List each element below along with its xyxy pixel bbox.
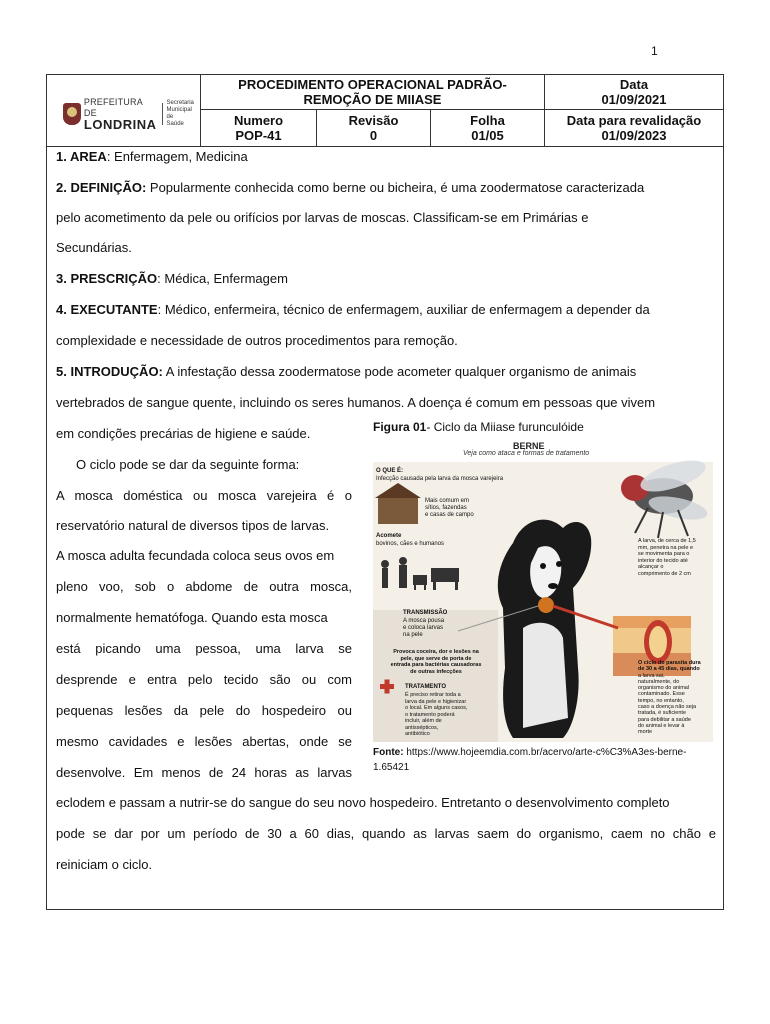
column-line: pequenas lesões da pele do hospedeiro ou: [56, 703, 352, 718]
doc-title-line2: REMOÇÃO DE MIIASE: [303, 92, 442, 107]
figure-caption-label: Figura 01: [373, 420, 427, 434]
comum-line: sítios, fazendas: [425, 505, 467, 511]
ciclo-line: de 30 a 45 dias, quando: [638, 666, 700, 673]
executante-line2: complexidade e necessidade de outros procedimentos para remoção.: [56, 333, 458, 348]
definicao-line3: Secundárias.: [56, 240, 132, 255]
page-number: 1: [651, 44, 658, 58]
column-line: desenvolve. Em menos de 24 horas as larvas: [56, 765, 352, 780]
column-line: A mosca doméstica ou mosca varejeira é o: [56, 488, 352, 503]
comum-line: Mais comum em: [425, 498, 470, 504]
ciclo-line: morte: [638, 729, 653, 736]
provoca-line: entrada para bactérias causadoras: [390, 662, 482, 668]
column-line: pleno voo, sob o abdome de outra mosca,: [56, 579, 352, 594]
prefeitura-logo: [63, 97, 200, 130]
figure-caption-text: - Ciclo da Miiase furunculóide: [426, 420, 584, 434]
ciclo-line: para debilitar a saúde: [638, 716, 691, 723]
logo-secretaria-line: Saúde: [166, 120, 184, 127]
logo-secretaria-line: Municipal de: [166, 106, 192, 120]
folha-cell: [431, 110, 545, 147]
tratamento-line: antissépticos,: [405, 724, 439, 731]
ciclo-line: naturalmente, do: [638, 678, 680, 685]
transmissao-line: e coloca larvas: [403, 625, 444, 631]
section-definicao: [56, 180, 644, 195]
column-line: está picando uma pessoa, uma larva se: [56, 641, 352, 656]
larva-line: A larva, de cerca de 1,5: [638, 538, 696, 544]
introducao-line2: vertebrados de sangue quente, incluindo os seres humanos. A doença é comum em pessoas que vivem: [56, 395, 656, 410]
section-label: 2. DEFINIÇÃO:: [56, 180, 147, 195]
revalidacao-value: 01/09/2023: [601, 128, 667, 143]
ciclo-line: contaminado. Esse: [638, 691, 685, 698]
crest-icon: [63, 103, 81, 125]
larva-line: mm, penetra na pele e: [638, 544, 694, 551]
tratamento-line: o tratamento poderá: [405, 711, 455, 718]
body-line: pode se dar por um período de 30 a 60 dias, quando as larvas saem do organismo, caem no chão e: [56, 826, 716, 841]
column-line: normalmente hematófoga. Quando esta mosca: [56, 610, 328, 625]
transmissao-label: TRANSMISSÃO: [403, 610, 448, 616]
section-label: 4. EXECUTANTE: [56, 302, 158, 317]
doc-title-line1: PROCEDIMENTO OPERACIONAL PADRÃO-: [238, 77, 507, 92]
data-label: Data: [619, 77, 649, 92]
title-cell: [201, 75, 545, 110]
body-line: eclodem e passam a nutrir-se do sangue do seu novo hospedeiro. Entretanto o desenvolvimento completo: [56, 795, 670, 810]
transmissao-line: A mosca pousa: [403, 618, 445, 624]
folha-label: Folha: [470, 113, 505, 128]
ciclo-line: a larva sai,: [638, 672, 665, 679]
ciclo-line: caso a doença não seja: [638, 704, 697, 711]
section-label: 3. PRESCRIÇÃO: [56, 271, 158, 286]
tratamento-line: larva da pele e higienizar: [405, 698, 467, 705]
acomete-text: bovinos, cães e humanos: [376, 541, 445, 547]
figure-source-label: Fonte:: [373, 747, 404, 758]
tratamento-line: incluir, além de: [405, 718, 442, 724]
ciclo-line: tratada, é suficiente: [638, 710, 687, 717]
tratamento-label: TRATAMENTO: [405, 684, 446, 690]
column-line: A mosca adulta fecundada coloca seus ovos em: [56, 548, 335, 563]
logo-secretaria-line: Secretaria: [166, 99, 194, 106]
ciclo-text: [638, 660, 701, 736]
tratamento-line: o local. Em alguns casos,: [405, 705, 468, 711]
revisao-cell: [317, 110, 431, 147]
provoca-line: pele, que serve de porta de: [400, 655, 472, 662]
section-prescricao: [56, 271, 288, 286]
larva-line: alcançar o: [638, 564, 664, 570]
section-introducao: [56, 364, 636, 379]
revisao-label: Revisão: [348, 113, 399, 128]
acomete-label: Acomete: [376, 533, 402, 539]
numero-label: Numero: [233, 113, 284, 128]
ciclo-line: tempo, no entanto,: [638, 697, 684, 704]
tratamento-line: É preciso retirar toda a: [405, 692, 461, 698]
section-executante: [56, 302, 650, 317]
figure-caption: [373, 420, 584, 434]
section-text: A infestação dessa zoodermatose pode acometer qualquer organismo de animais: [162, 364, 637, 379]
logo-cell: [47, 75, 201, 147]
revalidacao-label: Data para revalidação: [566, 113, 702, 128]
column-line: reservatório natural de diversos tipos de larvas.: [56, 518, 330, 533]
figure-source-url: https://www.hojeemdia.com.br/acervo/arte-c%C3%A3es-berne-1.65421: [373, 747, 687, 773]
data-value: 01/09/2021: [601, 92, 667, 107]
comum-line: e casas de campo: [425, 512, 474, 518]
infographic-title: BERNE: [513, 441, 545, 451]
tratamento-text: [405, 692, 467, 738]
section-text: : Enfermagem, Medicina: [106, 149, 248, 164]
logo-divider: [162, 103, 163, 125]
section-text: : Médica, Enfermagem: [157, 271, 288, 286]
tratamento-line: antibiótico: [405, 731, 430, 737]
logo-line2: LONDRINA: [83, 117, 157, 132]
section-label: 1. AREA: [56, 149, 107, 164]
column-line: mesmo cavidades e lesões abertas, onde se: [56, 734, 352, 749]
revalidacao-cell: [545, 110, 723, 147]
provoca-text: [376, 649, 496, 675]
larva-line: interior do tecido até: [638, 557, 688, 564]
data-cell: [545, 75, 723, 110]
larva-line: se movimenta para o: [638, 551, 690, 557]
provoca-line: de outras infecções: [410, 668, 462, 675]
transmissao-text: [403, 618, 444, 639]
body-line: reiniciam o ciclo.: [56, 857, 153, 872]
section-area: [56, 149, 248, 164]
provoca-line: Provoca coceira, dor e lesões na: [393, 649, 479, 655]
logo-secretaria: [167, 100, 200, 128]
ciclo-line: organismo do animal: [638, 685, 690, 692]
oque-text: Infecção causada pela larva da mosca varejeira: [376, 476, 504, 482]
column-line: O ciclo pode se dar da seguinte forma:: [76, 457, 300, 472]
header-table: [47, 75, 723, 147]
section-label: 5. INTRODUÇÃO:: [56, 364, 163, 379]
logo-line1: PREFEITURA DE: [83, 97, 143, 118]
section-text: : Médico, enfermeira, técnico de enfermagem, auxiliar de enfermagem a depender da: [157, 302, 650, 317]
numero-cell: [201, 110, 317, 147]
infographic-subtitle: Veja como ataca e formas de tratamento: [463, 450, 590, 457]
ciclo-line: do animal e levar à: [638, 722, 685, 729]
transmissao-line: na pele: [403, 632, 423, 638]
larva-line: comprimento de 2 cm: [638, 570, 691, 577]
berne-infographic: [373, 438, 713, 742]
revisao-value: 0: [369, 128, 378, 143]
numero-value: POP-41: [235, 128, 282, 143]
larva-text: [638, 538, 696, 577]
figure-source: [373, 745, 718, 775]
folha-value: 01/05: [471, 128, 504, 143]
introducao-line3: em condições precárias de higiene e saúde.: [56, 426, 311, 441]
definicao-line2: pelo acometimento da pele ou orifícios por larvas de moscas. Classificam-se em Primárias e: [56, 210, 589, 225]
oque-label: O QUE É:: [376, 468, 404, 474]
lesion-marker: [538, 597, 554, 613]
column-line: desprende e entra pelo tecido são ou com: [56, 672, 352, 687]
section-text: Popularmente conhecida como berne ou bicheira, é uma zoodermatose caracterizada: [146, 180, 645, 195]
comum-text: [425, 498, 474, 519]
ciclo-line: O ciclo do parasita dura: [638, 660, 701, 666]
